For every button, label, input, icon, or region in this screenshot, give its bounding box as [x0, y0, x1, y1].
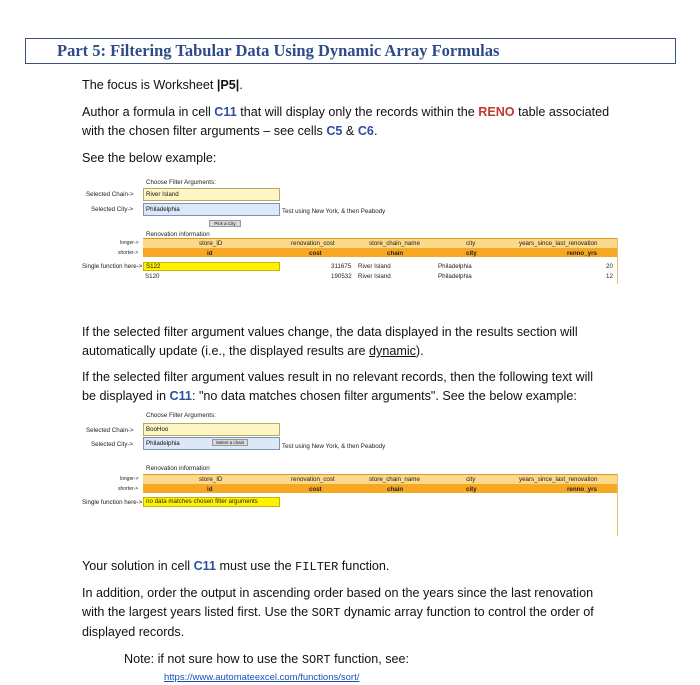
no-records-paragraph: If the selected filter argument values result in no relevant records, then the following text will be displayed in C11: "no data matches chosen filter arguments". See the below example: [82, 370, 594, 403]
header-row-short [143, 248, 618, 257]
city-input-2[interactable]: Philadelphia [143, 437, 280, 450]
test-note: Test using New York, & then Peabody [282, 208, 386, 215]
pick-city-button[interactable]: Pick a City [209, 220, 241, 227]
header-row-short-2 [143, 484, 618, 493]
table-right-border [617, 238, 618, 284]
city-input[interactable]: Philadelphia [143, 203, 280, 216]
section-heading: Part 5: Filtering Tabular Data Using Dynamic Array Formulas [57, 41, 500, 60]
focus-paragraph: The focus is Worksheet |P5|. [82, 78, 243, 92]
sort-docs-link[interactable]: https://www.automateexcel.com/functions/sort/ [164, 672, 360, 683]
select-chain-button[interactable]: Select a chain [212, 439, 248, 446]
dynamic-paragraph: If the selected filter argument values change, the data displayed in the results section will automatically update (i.e., the displayed results are dynamic). [82, 325, 578, 358]
chain-input[interactable]: River Island [143, 188, 280, 201]
function-here-label-2: Single function here-> [82, 499, 143, 506]
see-example-text: See the below example: [82, 151, 217, 165]
table-right-border-2 [617, 474, 618, 536]
result-cell-c11[interactable]: S122 [143, 262, 280, 271]
worksheet-name: |P5| [216, 78, 240, 92]
result-cell-c11-2[interactable]: no data matches chosen filter arguments [143, 497, 280, 507]
chain-input-2[interactable]: BooHoo [143, 423, 280, 436]
instruction-paragraph: Author a formula in cell C11 that will display only the records within the RENO table associated with the chosen filter arguments – see cells C5 & C6. [82, 105, 610, 138]
filter-requirement: Your solution in cell C11 must use the FILTER function. [82, 559, 390, 574]
sort-paragraph: In addition, order the output in ascending order based on the years since the last renovation with the largest years listed first. Use the SORT dynamic array function to control the order of displayed records. [82, 586, 594, 639]
function-here-label: Single function here-> [82, 263, 143, 270]
test-note-2: Test using New York, & then Peabody [282, 443, 386, 450]
note-line: Note: if not sure how to use the SORT function, see: [124, 652, 410, 667]
